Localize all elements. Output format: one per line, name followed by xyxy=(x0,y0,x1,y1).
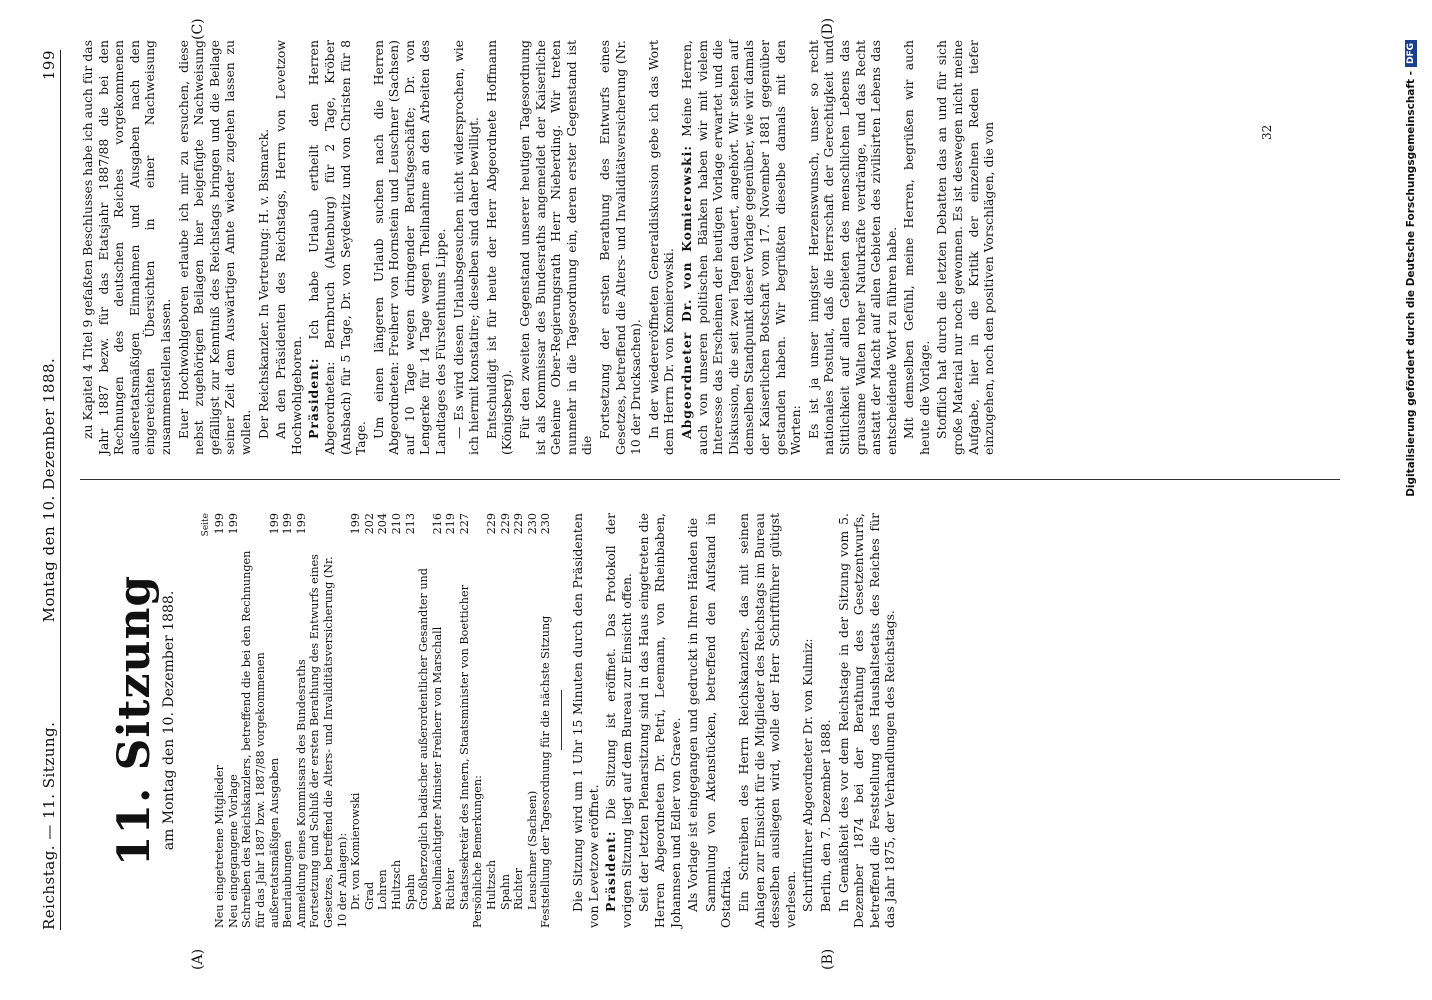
paragraph xyxy=(256,40,272,455)
toc-page xyxy=(308,513,349,543)
paragraph-text: Sammlung von Aktenstücken, betreffend den Aufstand in Ostafrika. xyxy=(702,513,734,928)
toc-page: 210 xyxy=(389,513,403,535)
paragraph-text: Fortsetzung der ersten Berathung des Entwurfs eines Gesetzes, betreffend die Alters- und Invaliditätsversicherung (Nr. 10 der Drucksachen). xyxy=(597,40,644,455)
toc-row xyxy=(471,513,485,928)
toc-row xyxy=(390,513,404,928)
toc-row xyxy=(512,513,526,928)
paragraph xyxy=(80,40,174,455)
header-left: Reichstag. — 11. Sitzung. xyxy=(40,721,58,930)
session-title: 11. Sitzung xyxy=(109,574,160,867)
paragraph-text: Schriftführer Abgeordneter Dr. von Kulmiz: xyxy=(800,638,816,912)
toc-row xyxy=(499,513,513,928)
paragraph-text: Ein Schreiben des Herrn Reichskanzlers, das mit seinen Anlagen zur Einsicht für die Mitglieder des Reichstags im Bureau desselben ausliegen wird, wolle der Herr Schriftführer gütigst verlesen. xyxy=(735,513,798,928)
paragraph-text: Berlin, den 7. Dezember 1888. xyxy=(817,719,833,912)
toc-page: 199 xyxy=(294,513,308,535)
toc-row xyxy=(213,513,227,928)
toc-row xyxy=(539,513,553,928)
toc-entry: Spahn xyxy=(403,874,417,910)
speaker-name: Präsident: xyxy=(306,357,322,439)
header-date: Montag den 10. Dezember 1888. xyxy=(40,357,58,623)
toc-row xyxy=(281,513,295,928)
toc-entry: Hultzsch xyxy=(485,859,499,910)
toc-entry: Fortsetzung und Schluß der ersten Berathung des Entwurfs eines Gesetzes, betreffend die Alters- und Invaliditätsversicherung (Nr. 10 der Anlagen): xyxy=(308,554,349,928)
paragraph xyxy=(484,40,515,455)
toc-heading-row xyxy=(200,513,214,928)
paragraph-text: In der wiedereröffneten Generaldiskussion gebe ich das Wort dem Herrn Dr. von Komierowski. xyxy=(645,40,677,455)
toc-page: 230 xyxy=(525,513,539,535)
toc-row xyxy=(308,513,349,928)
sheet-number: 32 xyxy=(1260,124,1274,140)
session-subtitle: am Montag den 10. Dezember 1888. xyxy=(161,590,177,851)
running-header xyxy=(38,50,61,930)
paragraph-text: Die Sitzung ist eröffnet. Das Protokoll der vorigen Sitzung liegt auf dem Bureau zur Einsicht offen. xyxy=(603,513,634,928)
paragraph xyxy=(603,513,634,928)
margin-letter-a: (A) xyxy=(190,948,206,970)
paragraph xyxy=(901,40,932,455)
toc-entry: Spahn xyxy=(498,874,512,910)
left-column xyxy=(80,513,900,928)
paragraph xyxy=(934,40,996,455)
paragraph-text: Um einen längeren Urlaub suchen nach die Herren Abgeordneten: Freiherr von Hornstein und Leuschner (Sachsen) auf 10 Tage wegen dringender Berufsgeschäfte; Dr. von Lengerke für 14 Tage wegen Theilnahme an den Arbeiten des Landtages des Fürstenthums Lippe. xyxy=(370,40,449,455)
toc-heading: Seite xyxy=(200,513,211,537)
paragraph-text: Der Reichskanzler. In Vertretung: H. v. Bismarck. xyxy=(255,128,271,439)
toc-row xyxy=(376,513,390,928)
paragraph xyxy=(570,513,601,928)
dfg-text: Digitalisierung gefördert durch die Deutsche Forschungsgemeinschaft - xyxy=(1405,71,1417,497)
paragraph xyxy=(800,513,816,928)
toc-page: 216 xyxy=(430,513,444,535)
paragraph xyxy=(736,513,798,928)
toc-page: 229 xyxy=(498,513,512,535)
toc-entry: Persönliche Bemerkungen: xyxy=(471,775,485,928)
paragraph-text: Ich habe Urlaub ertheilt den Herren Abgeordneten: Bernbruch (Altenburg) für 2 Tage, Kröber (Ansbach) für 5 Tage, Dr. von Seydewitz und von Christen für 8 Tage. xyxy=(306,40,369,455)
toc-row xyxy=(417,513,444,928)
digitization-credit xyxy=(1405,0,1429,1000)
toc-page: 199 xyxy=(226,513,240,535)
toc-entry: Leuschner (Sachsen) xyxy=(525,790,539,910)
toc-entry: Neu eingegangene Vorlage xyxy=(226,774,240,928)
paragraph-text: Es ist ja unser innigster Herzenswunsch, unser so recht nationales Postulat, daß die Herrschaft der Gerechtigkeit und Sittlichkeit auf allen Gebieten des menschlichen Lebens das grausame Walten roher Naturkräfte verdränge, und das Recht anstatt der Macht auf allen Gebieten des zivilisirten Lebens das entscheidende Wort zu führen habe. xyxy=(805,40,899,455)
toc-row xyxy=(444,513,458,928)
toc-entry: Hultzsch xyxy=(389,859,403,910)
toc-row xyxy=(458,513,472,928)
paragraph-text: Euer Hochwohlgeboren erlaube ich mir zu ersuchen, diese nebst zugehörigen Beilagen hier beigefügte Nachweisung gefälligst zur Kenntniß des Reichstags bringen und die Beilage seiner Zeit dem Auswärtigen Amte wieder zugehen lassen zu wollen. xyxy=(175,40,253,455)
toc-entry: Richter xyxy=(512,868,526,910)
toc-page: 204 xyxy=(376,513,390,535)
toc-row xyxy=(526,513,540,928)
toc-page xyxy=(471,513,485,543)
toc-page: 227 xyxy=(457,513,471,535)
toc-page: 213 xyxy=(403,513,417,535)
toc-entry: Grad xyxy=(362,881,376,910)
toc-page: 230 xyxy=(539,513,553,535)
paragraph xyxy=(836,513,898,928)
toc-row xyxy=(485,513,499,928)
paragraph xyxy=(646,40,677,455)
toc-entry: Dr. von Komierowski xyxy=(349,792,363,910)
table-of-contents xyxy=(200,513,553,928)
paragraph-text: Stofflich hat durch die letzten Debatten das an und für sich große Material nur noch gewonnen. Es ist deswegen nicht meine Aufgabe, hier in die Kritik der einzelnen Reden tiefer einzugehen, noch den positiven Vorschlägen, die von xyxy=(934,40,997,455)
paragraph-text: Seit der letzten Plenarsitzung sind in das Haus eingetreten die Herren Abgeordneten Dr. Petri, Leemann, von Rheinbaben, Johannsen und Edler von Graeve. xyxy=(636,513,683,928)
toc-entry: Richter xyxy=(444,868,458,910)
toc-row xyxy=(227,513,241,928)
toc-entry: Beurlaubungen xyxy=(281,840,295,928)
toc-row xyxy=(363,513,377,928)
paragraph xyxy=(306,40,368,455)
margin-letter-c: (C) xyxy=(190,18,206,40)
paragraph xyxy=(451,40,482,455)
toc-row xyxy=(240,513,281,928)
toc-row xyxy=(295,513,309,928)
toc-page: 199 xyxy=(213,513,227,535)
toc-row xyxy=(349,513,363,928)
paragraph xyxy=(703,513,734,928)
paragraph xyxy=(806,40,900,455)
toc-entry: Großherzoglich badischer außerordentlicher Gesandter und bevollmächtigter Minister Freiherr von Marschall xyxy=(417,568,444,910)
paragraph-text: Die Sitzung wird um 1 Uhr 15 Minuten durch den Präsidenten von Levetzow eröffnet. xyxy=(570,513,601,928)
paragraph xyxy=(679,40,804,455)
margin-letter-b: (B) xyxy=(820,948,836,970)
toc-page: 219 xyxy=(444,513,458,535)
paragraph xyxy=(517,40,595,455)
right-column xyxy=(80,40,999,455)
toc-page: 202 xyxy=(362,513,376,535)
toc-entry: Schreiben des Reichskanzlers, betreffend die bei den Rechnungen für das Jahr 1887 bzw. 1887/88 vorgekommenen außeretatsmäßigen Ausgaben xyxy=(240,550,281,928)
speaker-name: Präsident: xyxy=(603,830,619,912)
toc-entry: Neu eingetretene Mitglieder xyxy=(213,765,227,928)
toc-entry: Staatssekretär des Innern, Staatsminister von Boetticher xyxy=(457,585,471,910)
margin-letter-d: (D) xyxy=(820,17,836,40)
toc-entry: Feststellung der Tagesordnung für die nächste Sitzung xyxy=(539,615,553,928)
toc-page: 229 xyxy=(512,513,526,535)
dfg-logo: DFG xyxy=(1405,40,1417,67)
toc-page: 199 xyxy=(281,513,295,535)
toc-row xyxy=(404,513,418,928)
paragraph xyxy=(685,513,701,928)
column-divider xyxy=(80,479,1340,480)
left-body xyxy=(570,513,898,928)
paragraph-text: Als Vorlage ist eingegangen und gedruckt in Ihren Händen die xyxy=(685,517,701,912)
toc-page: 199 xyxy=(349,513,363,535)
paragraph-text: Für den zweiten Gegenstand unserer heutigen Tagesordnung ist als Kommissar des Bundesraths angemeldet der Kaiserliche Geheime Ober-Regierungsrath Herr Nieberding. Wir treten nunmehr in die Tagesordnung ein, deren erster Gegenstand ist die xyxy=(517,40,595,455)
paragraph xyxy=(371,40,449,455)
paragraph-text: zu Kapitel 4 Titel 9 gefaßten Beschlusses habe ich auch für das Jahr 1887 bezw. für das Etatsjahr 1887/88 die bei den Rechnungen des deutschen Reiches vorgekommenen außeretatsmäßigen Einnahmen und Ausgaben nach den eingereichten Übersichten in einer Nachweisung zusammenstellen lassen. xyxy=(80,40,173,455)
right-body xyxy=(80,40,997,455)
paragraph xyxy=(636,513,683,928)
paragraph-text: Mit demselben Gefühl, meine Herren, begrüßen wir auch heute die Vorlage. xyxy=(901,40,932,455)
toc-entry: Lohren xyxy=(376,869,390,910)
paragraph-text: In Gemäßheit des vor dem Reichstage in der Sitzung vom 5. Dezember 1874 bei der Berathung des Gesetzentwurfs, betreffend die Feststellung des Haushaltsetats des Reiches für das Jahr 1875, der Verhandlungen des Reichstags. xyxy=(835,513,898,928)
toc-page: 199 xyxy=(267,513,281,535)
paragraph-text: — Es wird diesen Urlaubsgesuchen nicht widersprochen, wie ich hiermit konstatire; dieselben sind daher bewilligt. xyxy=(450,40,482,455)
paragraph xyxy=(176,40,254,455)
page-number: 199 xyxy=(40,50,58,81)
speaker-name: Abgeordneter Dr. von Komierowski: xyxy=(678,145,694,439)
toc-page: 229 xyxy=(485,513,499,535)
section-rule xyxy=(561,691,562,751)
toc-entry: Anmeldung eines Kommissars des Bundesraths xyxy=(294,659,308,928)
paragraph-text: An den Präsidenten des Reichstags, Herrn von Levetzow Hochwohlgeboren. xyxy=(273,40,304,455)
paragraph xyxy=(273,40,304,455)
paragraph xyxy=(597,40,644,455)
paragraph-text: Meine Herren, auch von unseren politischen Bänken haben wir mit vielem Interesse das Erscheinen der heutigen Vorlage erwartet und die Diskussion, die seit zwei Tagen dauert, angehört. Wir stehen auf demselben Standpunkt dieser Vorlage gegenüber, wie wir damals der Kaiserlichen Botschaft vom 17. November 1881 gegenüber gestanden haben. Wir begrüßten dieselbe damals mit den Worten: xyxy=(678,40,804,455)
paragraph-text: Entschuldigt ist für heute der Herr Abgeordnete Hoffmann (Königsberg). xyxy=(483,40,515,455)
paragraph xyxy=(818,513,834,928)
